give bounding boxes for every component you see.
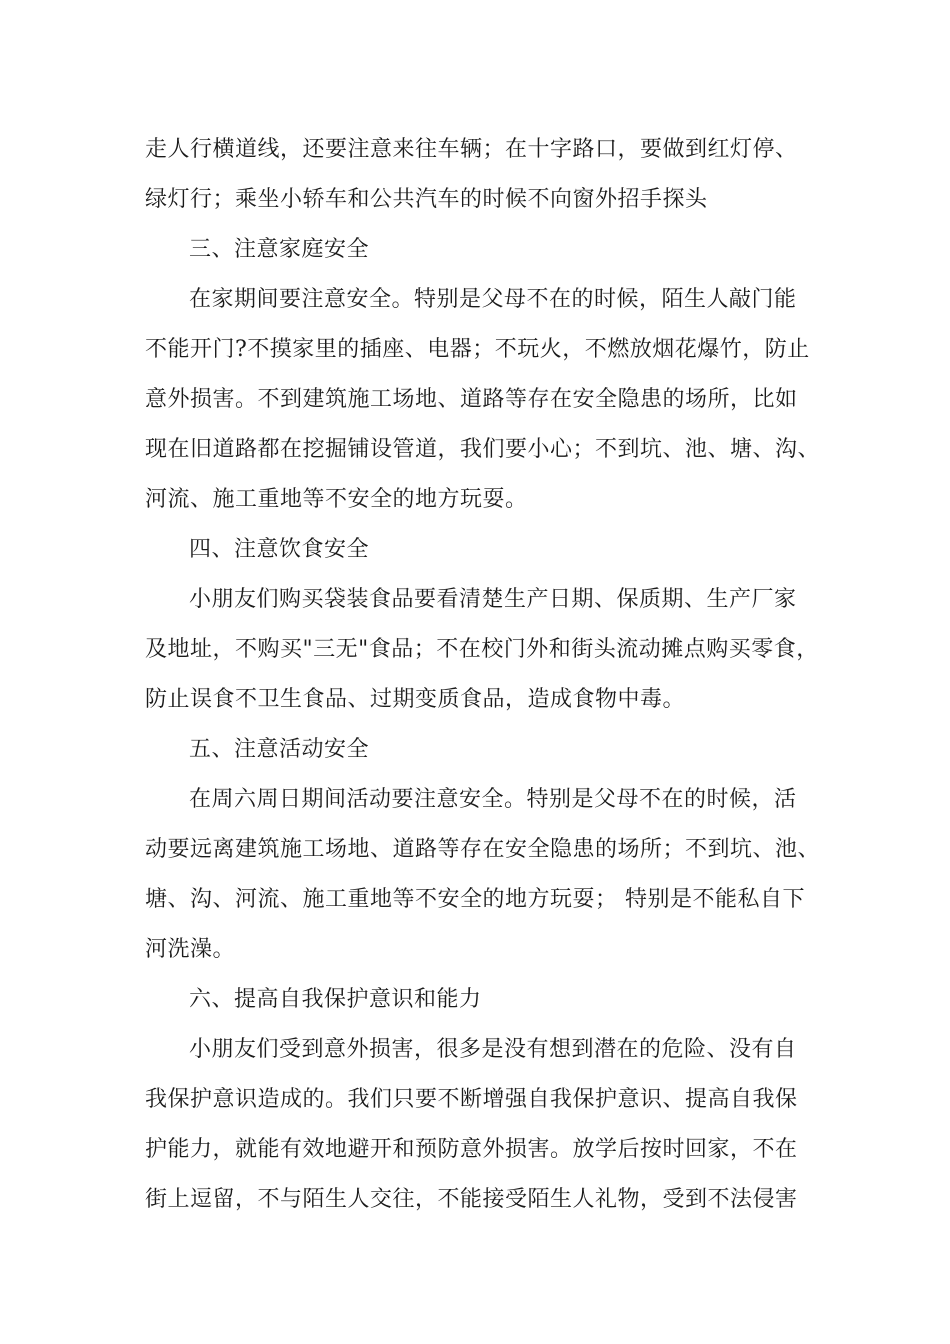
section-heading: 五、注意活动安全: [189, 737, 370, 762]
body-text-line: 及地址，不购买"三无"食品；不在校门外和街头流动摊点购买零食，: [145, 637, 819, 662]
section-heading: 六、提高自我保护意识和能力: [189, 987, 482, 1012]
body-text-line: 河洗澡。: [145, 937, 236, 962]
body-text-line: 护能力，就能有效地避开和预防意外损害。放学后按时回家，不在: [145, 1137, 798, 1162]
body-text-line: 动要远离建筑施工场地、道路等存在安全隐患的场所；不到坑、池、: [145, 837, 821, 862]
body-text-line: 我保护意识造成的。我们只要不断增强自我保护意识、提高自我保: [145, 1087, 798, 1112]
body-text-line: 小朋友们购买袋装食品要看清楚生产日期、保质期、生产厂家: [189, 587, 797, 612]
body-text-line: 现在旧道路都在挖掘铺设管道，我们要小心；不到坑、池、塘、沟、: [145, 437, 821, 462]
section-heading: 三、注意家庭安全: [189, 237, 370, 262]
body-text-line: 塘、沟、河流、施工重地等不安全的地方玩耍； 特别是不能私自下: [145, 887, 805, 912]
body-text-line: 绿灯行；乘坐小轿车和公共汽车的时候不向窗外招手探头: [145, 187, 708, 212]
body-text-line: 河流、施工重地等不安全的地方玩耍。: [145, 487, 528, 512]
section-heading: 四、注意饮食安全: [189, 537, 370, 562]
body-text-line: 街上逗留，不与陌生人交往，不能接受陌生人礼物，受到不法侵害: [145, 1187, 798, 1212]
body-text-line: 意外损害。不到建筑施工场地、道路等存在安全隐患的场所，比如: [145, 387, 798, 412]
body-text-line: 防止误食不卫生食品、过期变质食品，造成食物中毒。: [145, 687, 686, 712]
body-text-line: 在周六周日期间活动要注意安全。特别是父母不在的时候，活: [189, 787, 797, 812]
body-text-line: 不能开门?不摸家里的插座、电器；不玩火，不燃放烟花爆竹，防止: [145, 337, 810, 362]
body-text-line: 走人行横道线，还要注意来往车辆；在十字路口，要做到红灯停、: [145, 137, 798, 162]
body-text-line: 小朋友们受到意外损害，很多是没有想到潜在的危险、没有自: [189, 1037, 797, 1062]
body-text-line: 在家期间要注意安全。特别是父母不在的时候，陌生人敲门能: [189, 287, 797, 312]
